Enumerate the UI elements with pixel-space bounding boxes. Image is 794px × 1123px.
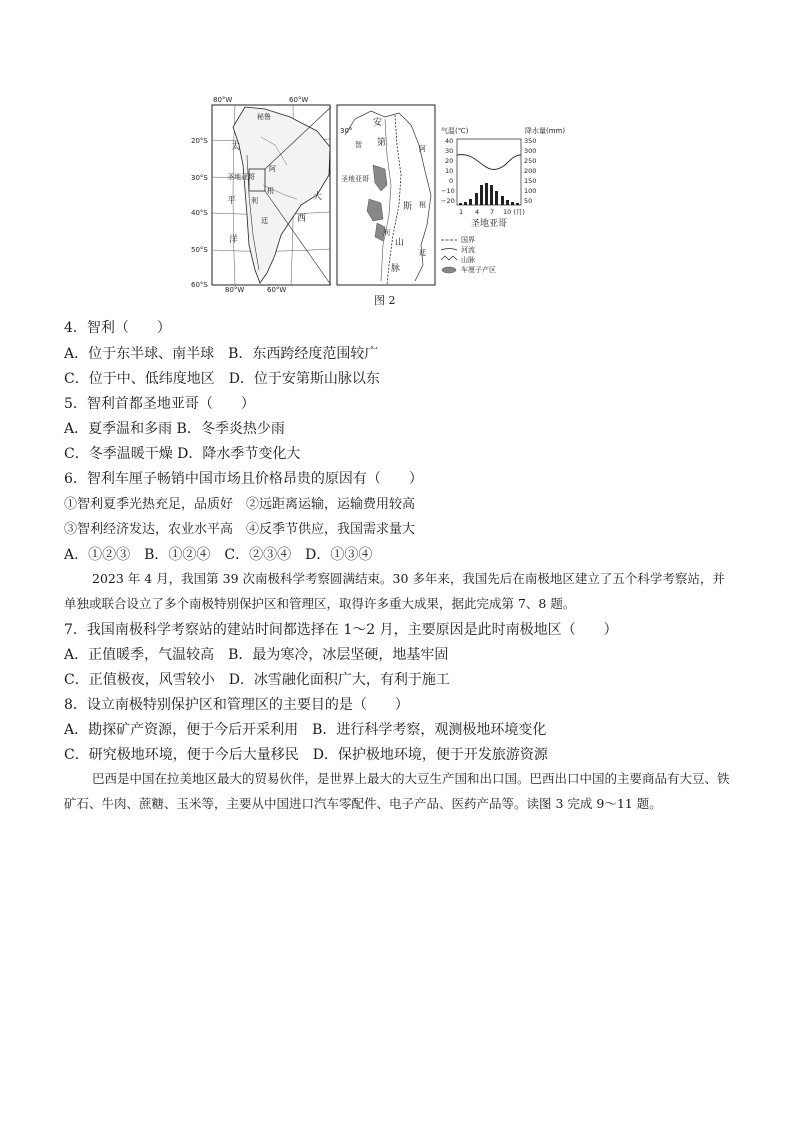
precip-tick: 150 [524,177,537,185]
lat-label: 30°S [191,174,208,182]
label-santiago: 圣地亚哥 [341,175,369,183]
label-atlantic-1: 大 [313,192,323,202]
label-arg-3: 廷 [261,217,268,225]
label-gen: 根 [419,201,426,209]
label-peru: 秘鲁 [257,113,271,121]
station-name: 圣地亚哥 [471,219,508,229]
climate-chart [441,126,565,229]
temp-tick: 10 [445,167,454,175]
lon-label: 60°W [289,96,309,104]
lat-label: 40°S [191,209,208,217]
question-8-stem: 8．设立南极特别保护区和管理区的主要目的是（ ） [64,697,409,713]
question-8-options-ab: A．勘探矿产资源，便于今后开采利用 B．进行科学考察，观测极地环境变化 [64,722,547,738]
label-mai: 脉 [391,264,401,274]
precip-axis-label: 降水量(mm) [525,127,566,135]
label-a: 阿 [419,145,426,153]
temp-tick: −10 [441,187,455,195]
figure-2 [191,95,575,310]
question-5-options-ab: A．夏季温和多雨 B．冬季炎热少雨 [64,421,285,437]
label-ting: 廷 [419,249,426,257]
lat-label: 60°S [191,281,208,289]
label-pacific-2: 平 [227,196,237,206]
label-arg-2: 根 [267,187,274,195]
map-chile-detail [337,105,435,285]
figure-caption: 图 2 [374,294,396,307]
precip-tick: 200 [524,167,537,175]
month-tick: 1 [459,208,464,216]
question-6-stem: 6．智利车厘子畅销中国市场且价格昂贵的原因有（ ） [64,471,423,487]
temp-tick: 20 [445,157,454,165]
temp-tick: −20 [441,197,455,205]
label-an: 安 [373,118,383,128]
label-zhi: 智 [355,141,362,149]
label-atlantic-2: 西 [297,214,307,224]
legend-cherry: 车厘子产区 [461,266,496,274]
legend-border: 国界 [461,236,475,244]
precip-tick: 350 [524,137,537,145]
question-4-options-cd: C．位于中、低纬度地区 D．位于安第斯山脉以东 [64,371,380,387]
question-7-options-cd: C．正值极夜，风雪较小 D．冰雪融化面积广大，有利于施工 [64,672,450,688]
question-6-options: A．①②③ B．①②④ C．②③④ D．①③④ [64,547,373,563]
lon-label: 80°W [213,96,233,104]
label-di: 第 [377,138,387,148]
label-li: 利 [383,229,390,237]
label-chile: 利 [251,197,258,205]
month-tick: 4 [475,208,480,216]
precip-tick: 50 [524,197,533,205]
precip-tick: 100 [524,187,537,195]
lat-label: 20°S [191,137,208,145]
label-shan: 山 [395,238,405,248]
lon-label: 80°W [225,286,245,294]
temp-tick: 0 [449,177,454,185]
label-pacific-3: 洋 [229,235,239,245]
precip-tick: 250 [524,157,537,165]
question-8-options-cd: C．研究极地环境，便于今后大量移民 D．保护极地环境，便于开发旅游资源 [64,747,548,763]
question-5-stem: 5．智利首都圣地亚哥（ ） [64,396,255,412]
temp-axis-label: 气温(℃) [441,127,469,135]
lon-label: 60°W [267,286,287,294]
map-south-america [191,96,331,294]
label-si: 斯 [403,202,413,212]
precipitation-bars [459,183,519,205]
lat-label: 50°S [191,246,208,254]
legend-river: 河流 [461,246,475,254]
question-7-stem: 7．我国南极科学考察站的建站时间都选择在 1～2 月，主要原因是此时南极地区（ ） [64,622,618,638]
month-tick: 10 (月) [503,208,525,216]
legend-mountain: 山脉 [461,256,475,264]
temperature-curve [457,155,521,170]
temp-tick: 40 [445,137,454,145]
figure-2-svg [191,95,575,310]
question-6-statements-12: ①智利夏季光热充足，品质好 ②远距离运输，运输费用较高 [64,497,416,512]
question-4-options-ab: A．位于东半球、南半球 B．东西跨经度范围较广 [64,346,379,362]
question-5-options-cd: C．冬季温暖干燥 D．降水季节变化大 [64,446,301,462]
precip-tick: 300 [524,147,537,155]
question-4-stem: 4．智利（ ） [64,320,171,336]
question-6-statements-34: ③智利经济发达，农业水平高 ④反季节供应，我国需求量大 [64,522,416,537]
map-legend [441,235,496,274]
lat-label: 30° [340,127,353,135]
temp-tick: 30 [445,147,454,155]
label-pacific-1: 太 [231,142,241,152]
month-tick: 7 [490,208,495,216]
question-7-options-ab: A．正值暖季，气温较高 B．最为寒冷，冰层坚硬，地基牢固 [64,647,449,663]
label-santiago: 圣地亚哥 [227,173,255,181]
passage-antarctica: 2023 年 4 月，我国第 39 次南极科学考察圆满结束。30 多年来，我国先后在南极地区建立了五个科学考察站，并单独或联合设立了多个南极特别保护区和管理区，取得许多重大成果，据此完成第 7、8 题。 [64,571,725,611]
passage-brazil: 巴西是中国在拉美地区最大的贸易伙伴，是世界上最大的大豆生产国和出口国。巴西出口中国的主要商品有大豆、铁矿石、牛肉、蔗糖、玉米等，主要从中国进口汽车零配件、电子产品、医药产品等。读图 3 完成 9～11 题。 [64,771,730,811]
label-arg-1: 阿 [269,165,276,173]
